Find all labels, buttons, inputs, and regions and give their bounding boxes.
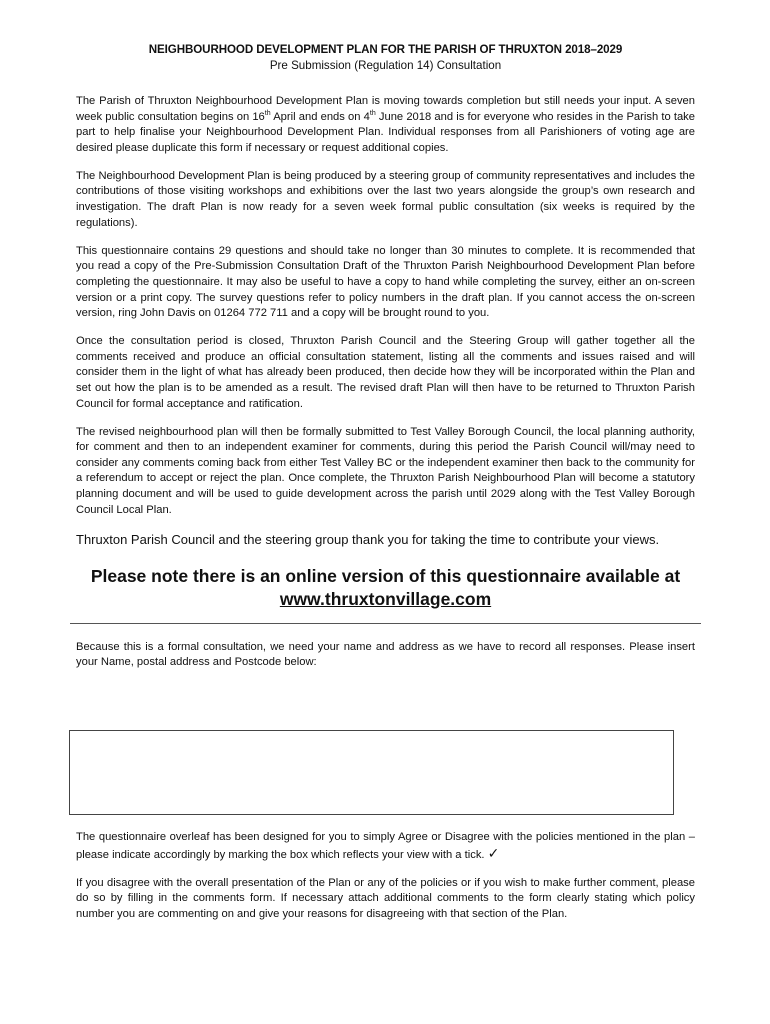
tick-icon: ✓	[487, 844, 500, 861]
page-subtitle: Pre Submission (Regulation 14) Consultation	[269, 59, 502, 72]
intro-paragraph-5: The revised neighbourhood plan will then be formally submitted to Test Valley Borough Council, the local planning authority, for comment and then to an independent examiner for comments, during this period the Parish Council will/may need to consider any comments coming back from either Test Valley BC or the independent examiner then back to the community for a referendum to accept or reject the plan. Once complete, the Thruxton Parish Neighbourhood Plan will become a statutory planning document and will be used to guide development across the parish until 2029 along with the Test Valley Borough Council Local Plan.	[76, 425, 695, 516]
ordinal-suffix: th	[264, 109, 271, 117]
online-note-text: Please note there is an online version of this questionnaire available at	[90, 565, 681, 586]
intro-paragraph-2: The Neighbourhood Development Plan is being produced by a steering group of community representatives and includes the contributions of those visiting workshops and exhibitions over the last two years alongside the group’s own research and investigation. The draft Plan is now ready for a seven week formal public consultation (six weeks is required by the regulations).	[76, 169, 695, 229]
agree-disagree-instruction	[76, 830, 695, 863]
intro-paragraph-4: Once the consultation period is closed, Thruxton Parish Council and the Steering Group will gather together all the comments received and produce an official consultation statement, listing all the comments and issues raised and will consider them in the light of what has already been produced, then decide how they will be incorporated within the Plan and set out how the plan is to be amended as a result. The revised draft Plan will then have to be returned to Thruxton Parish Council for formal acceptance and ratification.	[76, 335, 695, 410]
section-divider	[70, 623, 701, 624]
page-title: NEIGHBOURHOOD DEVELOPMENT PLAN FOR THE PARISH OF THRUXTON 2018–2029	[148, 43, 623, 56]
instructions-section	[76, 830, 695, 935]
further-comments-instruction: If you disagree with the overall presentation of the Plan or any of the policies or if you wish to make further comment, please do so by filling in the comments form. If necessary attach additional comments to the form clearly stating which policy number you are commenting on and give your reasons for disagreeing with that section of the Plan.	[76, 876, 695, 920]
name-address-input-box[interactable]	[69, 730, 674, 815]
intro-paragraph-1	[76, 94, 695, 156]
contact-instruction: Because this is a formal consultation, we need your name and address as we have to record all responses. Please insert your Name, postal address and Postcode below:	[76, 640, 695, 669]
ordinal-suffix: th	[369, 109, 376, 117]
intro-p1-part-c: June 2018 and is for everyone who resides in the Parish to take part to help finalise your Neighbourhood Development Plan. Individual responses from all Parishioners of voting age are desired please duplicate this form if necessary or request additional copies.	[76, 110, 695, 154]
intro-p1-part-a: The Parish of Thruxton Neighbourhood Development Plan is moving towards completion but still needs your input. A seven week public consultation begins on 16	[76, 95, 695, 123]
agree-disagree-text: The questionnaire overleaf has been designed for you to simply Agree or Disagree with the policies mentioned in the plan – please indicate accordingly by marking the box which reflects your view with a tick.	[76, 831, 695, 861]
thanks-text: Thruxton Parish Council and the steering group thank you for taking the time to contribute your views.	[76, 531, 660, 547]
intro-paragraph-3: This questionnaire contains 29 questions and should take no longer than 30 minutes to complete. It is recommended that you read a copy of the Pre-Submission Consultation Draft of the Thruxton Parish Neighbourhood Development Plan before completing the questionnaire. It may also be useful to have a copy to hand while completing the survey, either an on-screen version or a print copy. The survey questions refer to policy numbers in the draft plan. If you cannot access the on-screen version, ring John Davis on 01264 772 711 and a copy will be brought round to you.	[76, 244, 695, 320]
intro-p1-part-b: April and ends on 4	[270, 110, 370, 123]
website-link[interactable]: www.thruxtonvillage.com	[279, 588, 492, 609]
document-page	[76, 42, 695, 683]
online-version-note	[76, 565, 695, 611]
